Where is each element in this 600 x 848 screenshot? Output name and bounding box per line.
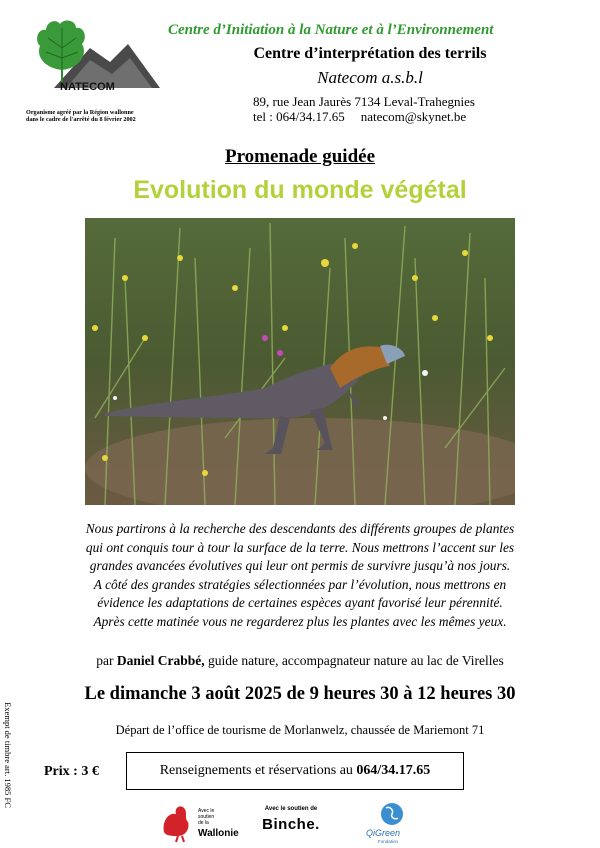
agreement-note — [26, 109, 176, 123]
header-address: 89, rue Jean Jaurès 7134 Leval-Trahegnies — [253, 94, 475, 109]
event-title: Evolution du monde végétal — [133, 176, 467, 204]
event-price: Prix : 3 € — [44, 764, 99, 779]
wallonie-name: Wallonie — [198, 828, 239, 839]
logo-text: NATECOM — [60, 81, 115, 93]
dinosaur-photo — [85, 218, 515, 505]
wallonie-caption-3: de la — [198, 820, 209, 826]
reservation-label: Renseignements et réservations au — [159, 763, 357, 778]
header-phone: tel : 064/34.17.65 — [253, 109, 345, 124]
description-line: qui ont conquis tour à tour la surface de la terre. Nous mettrons l’accent sur les — [85, 539, 515, 555]
description-line: grandes avancées évolutives qui leur ont permis de survivre jusqu’à nos jours. — [89, 558, 511, 574]
natecom-logo — [32, 18, 160, 96]
event-date: Le dimanche 3 août 2025 de 9 heures 30 à 12 heures 30 — [84, 684, 516, 704]
wallonie-caption-1: Avec le — [198, 808, 215, 814]
wallonie-caption-2: soutien — [198, 814, 215, 820]
qigreen-logo — [362, 800, 406, 846]
binche-caption: Avec le soutien de — [264, 806, 318, 812]
wallonie-logo — [160, 802, 240, 846]
guide-name: Daniel Crabbé, — [116, 653, 205, 668]
qigreen-name: QiGreen — [366, 828, 401, 838]
header-line-1: Centre d’Initiation à la Nature et à l’Environnement — [168, 22, 494, 38]
reservation-box — [126, 752, 464, 790]
event-kind: Promenade guidée — [224, 146, 376, 167]
rooster-icon — [164, 806, 189, 842]
stamp-exemption-text: Exempt de timbre art. 1985 FC — [3, 702, 13, 808]
agreement-line-1: Organisme agréé par la Région wallonne — [26, 109, 134, 116]
event-departure: Départ de l’office de tourisme de Morlanwelz, chaussée de Mariemont 71 — [115, 723, 485, 737]
event-description — [32, 520, 568, 632]
globe-icon — [381, 803, 403, 825]
guide-prefix: par — [96, 653, 117, 668]
event-guide — [0, 653, 600, 669]
binche-logo — [256, 806, 326, 836]
description-line: A côté des grandes stratégies sélectionnées par l’évolution, nous mettrons en — [93, 576, 507, 592]
header-contact — [253, 109, 482, 125]
agreement-line-2: dans le cadre de l'arrêté du 8 février 2002 — [26, 116, 136, 123]
stamp-exemption-note — [0, 680, 16, 830]
description-line: Nous partirons à la recherche des descendants des différents groupes de plantes — [85, 521, 515, 536]
header-email: natecom@skynet.be — [360, 109, 467, 124]
binche-name: Binche. — [262, 816, 320, 833]
reservation-phone: 064/34.17.65 — [356, 763, 431, 778]
header-org-name: Natecom a.s.b.l — [317, 68, 423, 87]
guide-suffix: guide nature, accompagnateur nature au lac de Virelles — [204, 653, 504, 668]
description-line: évidence les adaptations de certaines espèces ayant favorisé leur pérennité. — [97, 595, 503, 611]
description-line: Après cette matinée vous ne regarderez plus les plantes avec les mêmes yeux. — [93, 613, 507, 629]
header-line-2: Centre d’interprétation des terrils — [253, 45, 487, 62]
qigreen-sub: Fondation — [378, 839, 399, 844]
